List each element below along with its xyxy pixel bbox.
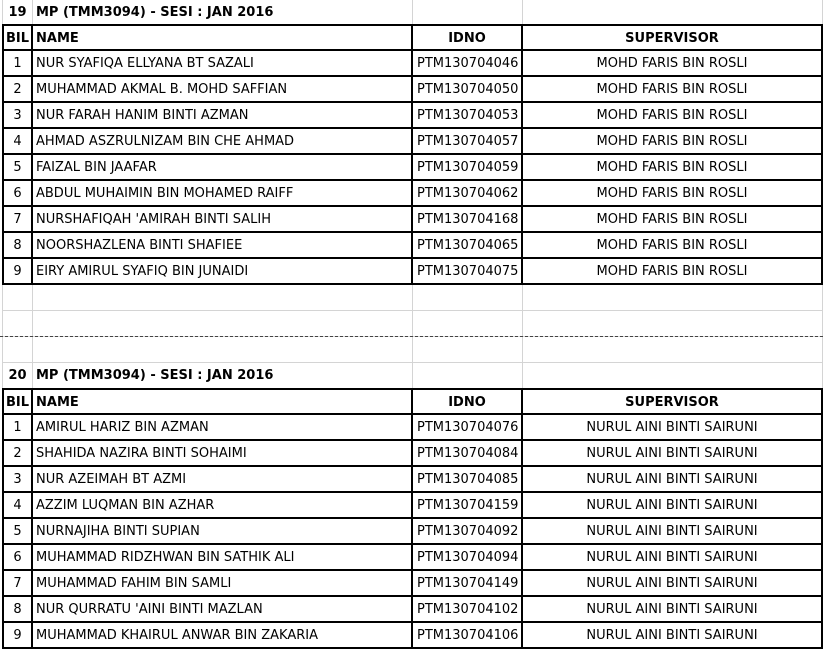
cell-supervisor[interactable]: MOHD FARIS BIN ROSLI [523, 259, 823, 285]
cell-bil[interactable]: 3 [2, 467, 33, 493]
cell-supervisor[interactable]: NURUL AINI BINTI SAIRUNI [523, 493, 823, 519]
cell-name[interactable]: NUR FARAH HANIM BINTI AZMAN [33, 103, 413, 129]
cell-name[interactable]: NUR QURRATU 'AINI BINTI MAZLAN [33, 597, 413, 623]
empty-cell[interactable] [2, 311, 33, 337]
cell-idno[interactable]: PTM130704062 [413, 181, 523, 207]
cell-idno[interactable]: PTM130704092 [413, 519, 523, 545]
table-row [0, 441, 823, 467]
cell-bil[interactable]: 2 [2, 441, 33, 467]
cell-idno[interactable]: PTM130704065 [413, 233, 523, 259]
header-name[interactable]: NAME [33, 24, 413, 51]
table-row [0, 103, 823, 129]
table-row [0, 623, 823, 649]
empty-cell[interactable] [523, 337, 823, 363]
table-row [0, 415, 823, 441]
cell-name[interactable]: ABDUL MUHAIMIN BIN MOHAMED RAIFF [33, 181, 413, 207]
cell-bil[interactable]: 7 [2, 571, 33, 597]
cell-bil[interactable]: 9 [2, 623, 33, 649]
cell-name[interactable]: FAIZAL BIN JAAFAR [33, 155, 413, 181]
cell-idno[interactable]: PTM130704085 [413, 467, 523, 493]
cell-bil[interactable]: 9 [2, 259, 33, 285]
cell-bil[interactable]: 7 [2, 207, 33, 233]
header-supervisor[interactable]: SUPERVISOR [523, 388, 823, 415]
header-bil[interactable]: BIL [2, 24, 33, 51]
cell-bil[interactable]: 4 [2, 129, 33, 155]
cell-idno[interactable]: PTM130704046 [413, 51, 523, 77]
cell-idno[interactable]: PTM130704168 [413, 207, 523, 233]
header-idno[interactable]: IDNO [413, 388, 523, 415]
cell-supervisor[interactable]: MOHD FARIS BIN ROSLI [523, 129, 823, 155]
cell-supervisor[interactable]: NURUL AINI BINTI SAIRUNI [523, 571, 823, 597]
cell-supervisor[interactable]: MOHD FARIS BIN ROSLI [523, 51, 823, 77]
cell-idno[interactable]: PTM130704076 [413, 415, 523, 441]
table-title-row [0, 363, 823, 389]
cell-bil[interactable]: 4 [2, 493, 33, 519]
cell-idno[interactable]: PTM130704057 [413, 129, 523, 155]
table-row [0, 571, 823, 597]
table-title[interactable]: MP (TMM3094) - SESI : JAN 2016 [33, 0, 413, 26]
cell-bil[interactable]: 6 [2, 545, 33, 571]
empty-row [0, 285, 823, 311]
empty-cell[interactable] [523, 0, 823, 26]
cell-supervisor[interactable]: MOHD FARIS BIN ROSLI [523, 233, 823, 259]
table-row [0, 207, 823, 233]
cell-name[interactable]: NOORSHAZLENA BINTI SHAFIEE [33, 233, 413, 259]
empty-cell[interactable] [33, 285, 413, 311]
table-header-row [0, 388, 823, 414]
table-title[interactable]: MP (TMM3094) - SESI : JAN 2016 [33, 363, 413, 389]
header-name[interactable]: NAME [33, 388, 413, 415]
table-title-row [0, 0, 823, 26]
table-header-row [0, 24, 823, 50]
header-supervisor[interactable]: SUPERVISOR [523, 24, 823, 51]
table-row [0, 51, 823, 77]
cell-idno[interactable]: PTM130704159 [413, 493, 523, 519]
cell-bil[interactable]: 8 [2, 597, 33, 623]
cell-bil[interactable]: 3 [2, 103, 33, 129]
cell-supervisor[interactable]: MOHD FARIS BIN ROSLI [523, 181, 823, 207]
cell-supervisor[interactable]: NURUL AINI BINTI SAIRUNI [523, 519, 823, 545]
cell-idno[interactable]: PTM130704094 [413, 545, 523, 571]
empty-cell[interactable] [33, 311, 413, 337]
cell-bil[interactable]: 8 [2, 233, 33, 259]
empty-row [0, 337, 823, 363]
cell-supervisor[interactable]: NURUL AINI BINTI SAIRUNI [523, 441, 823, 467]
table-row [0, 77, 823, 103]
table-row [0, 467, 823, 493]
cell-name[interactable]: NUR AZEIMAH BT AZMI [33, 467, 413, 493]
cell-name[interactable]: AZZIM LUQMAN BIN AZHAR [33, 493, 413, 519]
cell-supervisor[interactable]: NURUL AINI BINTI SAIRUNI [523, 597, 823, 623]
header-idno[interactable]: IDNO [413, 24, 523, 51]
empty-cell[interactable] [523, 363, 823, 389]
cell-bil[interactable]: 1 [2, 51, 33, 77]
empty-cell[interactable] [413, 337, 523, 363]
header-bil[interactable]: BIL [2, 388, 33, 415]
table-row [0, 259, 823, 285]
table-row [0, 155, 823, 181]
empty-cell[interactable] [413, 0, 523, 26]
cell-name[interactable]: NURSHAFIQAH 'AMIRAH BINTI SALIH [33, 207, 413, 233]
cell-idno[interactable]: PTM130704084 [413, 441, 523, 467]
cell-bil[interactable]: 2 [2, 77, 33, 103]
cell-name[interactable]: SHAHIDA NAZIRA BINTI SOHAIMI [33, 441, 413, 467]
cell-name[interactable]: EIRY AMIRUL SYAFIQ BIN JUNAIDI [33, 259, 413, 285]
cell-supervisor[interactable]: NURUL AINI BINTI SAIRUNI [523, 467, 823, 493]
empty-cell[interactable] [2, 285, 33, 311]
empty-cell[interactable] [33, 337, 413, 363]
empty-cell[interactable] [413, 311, 523, 337]
cell-supervisor[interactable]: MOHD FARIS BIN ROSLI [523, 155, 823, 181]
empty-cell[interactable] [413, 285, 523, 311]
cell-name[interactable]: MUHAMMAD FAHIM BIN SAMLI [33, 571, 413, 597]
cell-idno[interactable]: PTM130704102 [413, 597, 523, 623]
empty-cell[interactable] [2, 337, 33, 363]
table-number[interactable]: 19 [2, 0, 33, 26]
cell-name[interactable]: AHMAD ASZRULNIZAM BIN CHE AHMAD [33, 129, 413, 155]
cell-supervisor[interactable]: MOHD FARIS BIN ROSLI [523, 207, 823, 233]
table-row [0, 493, 823, 519]
empty-row [0, 311, 823, 337]
cell-supervisor[interactable]: MOHD FARIS BIN ROSLI [523, 77, 823, 103]
cell-idno[interactable]: PTM130704059 [413, 155, 523, 181]
cell-idno[interactable]: PTM130704050 [413, 77, 523, 103]
empty-cell[interactable] [523, 311, 823, 337]
cell-bil[interactable]: 5 [2, 155, 33, 181]
cell-supervisor[interactable]: NURUL AINI BINTI SAIRUNI [523, 415, 823, 441]
cell-name[interactable]: MUHAMMAD AKMAL B. MOHD SAFFIAN [33, 77, 413, 103]
cell-idno[interactable]: PTM130704075 [413, 259, 523, 285]
cell-idno[interactable]: PTM130704149 [413, 571, 523, 597]
cell-name[interactable]: NURNAJIHA BINTI SUPIAN [33, 519, 413, 545]
empty-cell[interactable] [413, 363, 523, 389]
cell-supervisor[interactable]: NURUL AINI BINTI SAIRUNI [523, 545, 823, 571]
cell-bil[interactable]: 5 [2, 519, 33, 545]
cell-supervisor[interactable]: MOHD FARIS BIN ROSLI [523, 103, 823, 129]
cell-idno[interactable]: PTM130704106 [413, 623, 523, 649]
cell-bil[interactable]: 1 [2, 415, 33, 441]
cell-name[interactable]: MUHAMMAD RIDZHWAN BIN SATHIK ALI [33, 545, 413, 571]
cell-name[interactable]: NUR SYAFIQA ELLYANA BT SAZALI [33, 51, 413, 77]
table-row [0, 519, 823, 545]
table-row [0, 129, 823, 155]
empty-cell[interactable] [523, 285, 823, 311]
cell-idno[interactable]: PTM130704053 [413, 103, 523, 129]
cell-name[interactable]: MUHAMMAD KHAIRUL ANWAR BIN ZAKARIA [33, 623, 413, 649]
table-row [0, 233, 823, 259]
table-row [0, 597, 823, 623]
cell-name[interactable]: AMIRUL HARIZ BIN AZMAN [33, 415, 413, 441]
table-row [0, 545, 823, 571]
table-row [0, 181, 823, 207]
cell-bil[interactable]: 6 [2, 181, 33, 207]
cell-supervisor[interactable]: NURUL AINI BINTI SAIRUNI [523, 623, 823, 649]
table-number[interactable]: 20 [2, 363, 33, 389]
